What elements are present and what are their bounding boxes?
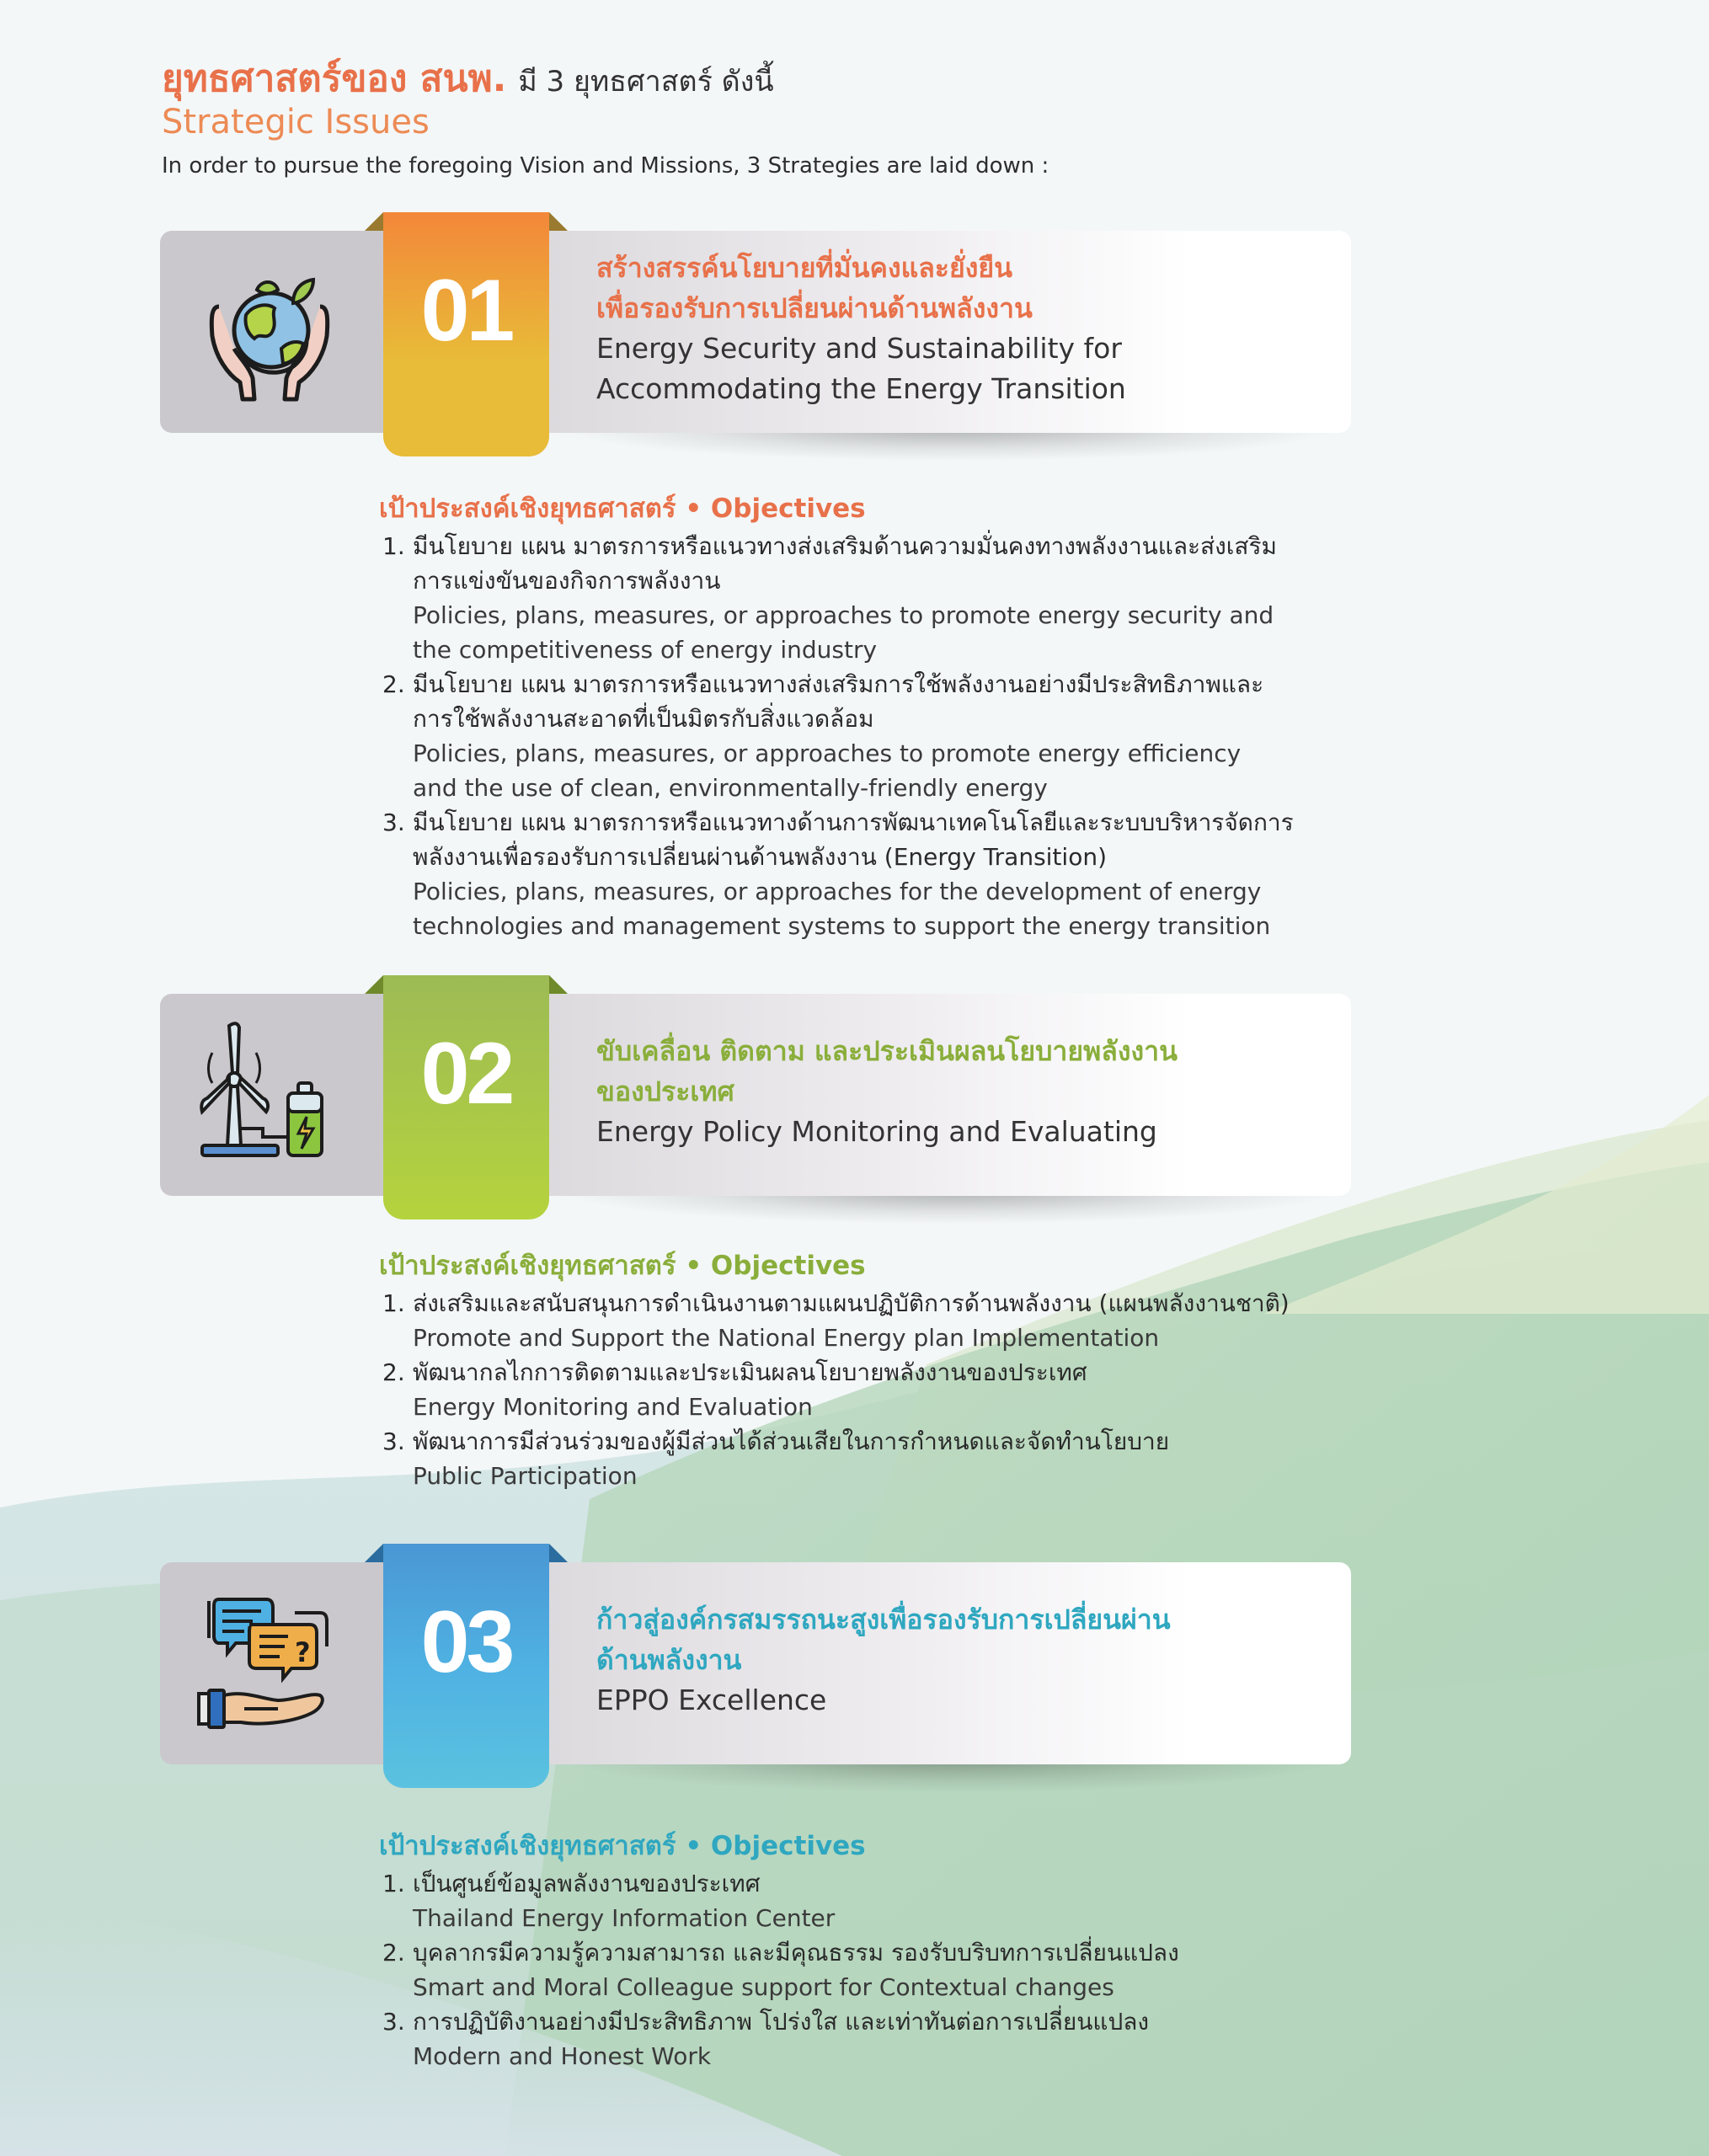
objective-item	[379, 805, 1390, 943]
objective-item	[379, 1935, 1390, 2004]
objective-en: Policies, plans, measures, or approaches to promote energy efficiency	[413, 739, 1242, 767]
objective-th: มีนโยบาย แผน มาตรการหรือแนวทางด้านการพัฒนาเทคโนโลยีและระบบบริหารจัดการ	[413, 808, 1294, 836]
objective-item	[379, 667, 1390, 805]
objective-th: การใช้พลังงานสะอาดที่เป็นมิตรกับสิ่งแวดล้อม	[413, 705, 874, 733]
objective-number: 2.	[382, 670, 405, 698]
objective-en: Promote and Support the National Energy plan Implementation	[413, 1324, 1160, 1352]
strategy-title	[596, 1031, 1317, 1152]
number-ribbon	[383, 212, 549, 456]
ribbon-fold-left	[365, 212, 383, 231]
objective-th: มีนโยบาย แผน มาตรการหรือแนวทางส่งเสริมการใช้พลังงานอย่างมีประสิทธิภาพและ	[413, 670, 1264, 698]
strategy-title-th: เพื่อรองรับการเปลี่ยนผ่านด้านพลังงาน	[596, 292, 1033, 324]
svg-text:?: ?	[295, 1636, 311, 1668]
objective-en: Public Participation	[413, 1462, 638, 1490]
objective-en: Modern and Honest Work	[413, 2042, 712, 2070]
wind-turbine-battery-icon	[194, 1019, 345, 1171]
objective-en: Smart and Moral Colleague support for Contextual changes	[413, 1973, 1114, 2001]
objective-number: 3.	[382, 2008, 405, 2036]
objectives-section-2	[379, 1247, 1390, 1493]
objective-number: 3.	[382, 1428, 405, 1455]
page-title	[162, 49, 774, 108]
strategy-title	[596, 248, 1317, 409]
strategy-title-en: Accommodating the Energy Transition	[596, 372, 1126, 405]
objective-en: the competitiveness of energy industry	[413, 636, 878, 664]
objective-en: Policies, plans, measures, or approaches for the development of energy	[413, 878, 1262, 905]
ribbon-fold-right	[549, 212, 568, 231]
objective-th: พัฒนากลไกการติดตามและประเมินผลนโยบายพลังงานของประเทศ	[413, 1358, 1087, 1386]
objective-item	[379, 1355, 1390, 1424]
objective-number: 2.	[382, 1939, 405, 1967]
strategy-title-en: EPPO Excellence	[596, 1684, 827, 1716]
objective-number: 1.	[382, 1870, 405, 1897]
strategy-number: 02	[420, 1025, 512, 1123]
objective-item	[379, 1286, 1390, 1355]
objective-th: พลังงานเพื่อรองรับการเปลี่ยนผ่านด้านพลังงาน (Energy Transition)	[413, 843, 1107, 871]
strategy-title-th: สร้างสรรค์นโยบายที่มั่นคงและยั่งยืน	[596, 252, 1012, 284]
ribbon-fold-left	[365, 975, 383, 994]
objective-number: 1.	[382, 532, 405, 560]
objective-th: บุคลากรมีความรู้ความสามารถ และมีคุณธรรม รองรับบริบทการเปลี่ยนแปลง	[413, 1939, 1179, 1967]
strategy-number: 03	[420, 1593, 512, 1691]
number-ribbon	[383, 1544, 549, 1788]
strategy-title-en: Energy Policy Monitoring and Evaluating	[596, 1115, 1157, 1148]
objectives-section-3	[379, 1828, 1390, 2073]
objective-th: การแข่งขันของกิจการพลังงาน	[413, 567, 721, 595]
card-shadow	[556, 1191, 1343, 1225]
strategy-card-1	[160, 231, 1351, 433]
ribbon-fold-right	[549, 975, 568, 994]
objective-number: 1.	[382, 1289, 405, 1317]
strategy-number: 01	[420, 262, 512, 360]
objective-th: มีนโยบาย แผน มาตรการหรือแนวทางส่งเสริมด้านความมั่นคงทางพลังงานและส่งเสริม	[413, 532, 1277, 560]
card-shadow	[556, 428, 1343, 462]
ribbon-fold-left	[365, 1544, 383, 1562]
objective-number: 2.	[382, 1358, 405, 1386]
objective-number: 3.	[382, 808, 405, 836]
objective-th: การปฏิบัติงานอย่างมีประสิทธิภาพ โปร่งใส และเท่าทันต่อการเปลี่ยนแปลง	[413, 2008, 1150, 2036]
objective-th: ส่งเสริมและสนับสนุนการดำเนินงานตามแผนปฏิบัติการด้านพลังงาน (แผนพลังงานชาติ)	[413, 1289, 1290, 1317]
title-bold: ยุทธศาสตร์ของ สนพ.	[162, 57, 507, 100]
intro-text: In order to pursue the foregoing Vision and Missions, 3 Strategies are laid down :	[162, 153, 1049, 179]
chat-bubbles-hand-icon	[194, 1588, 345, 1739]
objective-item	[379, 1866, 1390, 1935]
objective-en: Energy Monitoring and Evaluation	[413, 1393, 813, 1421]
page-subtitle: Strategic Issues	[162, 103, 430, 141]
strategy-title	[596, 1599, 1317, 1721]
objective-th: เป็นศูนย์ข้อมูลพลังงานของประเทศ	[413, 1870, 761, 1897]
strategy-title-en: Energy Security and Sustainability for	[596, 332, 1122, 365]
strategy-card-3	[160, 1562, 1351, 1764]
objective-en: technologies and management systems to support the energy transition	[413, 912, 1271, 940]
objective-th: พัฒนาการมีส่วนร่วมของผู้มีส่วนได้ส่วนเสียในการกำหนดและจัดทำนโยบาย	[413, 1428, 1170, 1455]
objectives-heading: เป้าประสงค์เชิงยุทธศาสตร์ • Objectives	[379, 1251, 866, 1281]
objective-en: Policies, plans, measures, or approaches to promote energy security and	[413, 601, 1274, 629]
objectives-heading: เป้าประสงค์เชิงยุทธศาสตร์ • Objectives	[379, 494, 866, 524]
objective-item	[379, 529, 1390, 667]
objectives-section-1	[379, 490, 1390, 943]
strategy-title-th: ขับเคลื่อน ติดตาม และประเมินผลนโยบายพลังงาน	[596, 1035, 1178, 1067]
number-ribbon	[383, 975, 549, 1219]
title-light: มี 3 ยุทธศาสตร์ ดังนี้	[518, 65, 774, 99]
strategy-title-th: ก้าวสู่องค์กรสมรรถนะสูงเพื่อรองรับการเปลี่ยนผ่าน	[596, 1604, 1171, 1636]
card-shadow	[556, 1759, 1343, 1793]
ribbon-fold-right	[549, 1544, 568, 1562]
objectives-heading: เป้าประสงค์เชิงยุทธศาสตร์ • Objectives	[379, 1831, 866, 1861]
earth-in-hands-icon	[194, 256, 345, 408]
strategy-title-th: ด้านพลังงาน	[596, 1644, 742, 1676]
objective-en: and the use of clean, environmentally-friendly energy	[413, 774, 1048, 802]
strategy-card-2	[160, 994, 1351, 1196]
objective-en: Thailand Energy Information Center	[413, 1904, 836, 1932]
objective-item	[379, 1424, 1390, 1493]
objective-item	[379, 2004, 1390, 2073]
strategy-title-th: ของประเทศ	[596, 1075, 734, 1107]
